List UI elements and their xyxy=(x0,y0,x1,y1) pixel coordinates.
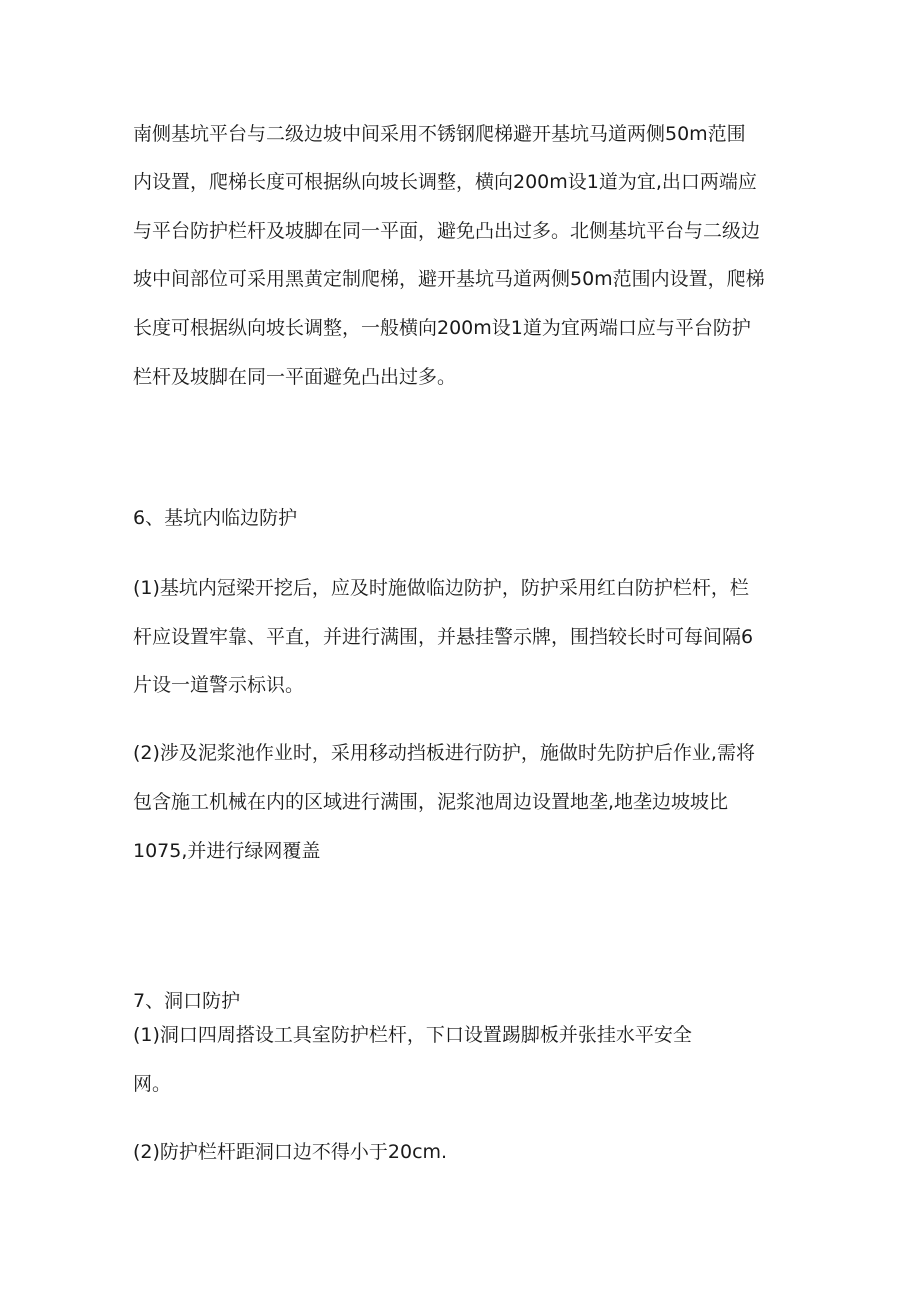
section6-item2-line-2: 包含施工机械在内的区域进行满围，泥浆池周边设置地垄,地垄边坡坡比 xyxy=(133,791,729,813)
section7-item2-line-1: (2)防护栏杆距洞口边不得小于20cm. xyxy=(133,1141,448,1163)
para1-line-4: 坡中间部位可采用黑黄定制爬梯，避开基坑马道两侧50m范围内设置，爬梯 xyxy=(133,268,765,290)
section7-item1-line-1: (1)洞口四周搭设工具室防护栏杆，下口设置踢脚板并张挂水平安全 xyxy=(133,1024,692,1046)
para1-line-5: 长度可根据纵向坡长调整，一般横向200m设1道为宜两端口应与平台防护 xyxy=(133,317,751,339)
section6-item2-line-1: (2)涉及泥浆池作业时，采用移动挡板进行防护，施做时先防护后作业,需将 xyxy=(133,742,755,764)
section6-item1-line-2: 杆应设置牢靠、平直，并进行满围，并悬挂警示牌，围挡较长时可每间隔6 xyxy=(133,626,754,648)
section7-heading: 7、洞口防护 xyxy=(133,990,241,1012)
section7-item1-line-2: 网。 xyxy=(133,1073,172,1095)
section6-item1-line-1: (1)基坑内冠梁开挖后，应及时施做临边防护，防护采用红白防护栏杆，栏 xyxy=(133,577,749,599)
para1-line-6: 栏杆及坡脚在同一平面避免凸出过多。 xyxy=(133,366,457,388)
section6-item2-line-3: 1075,并进行绿网覆盖 xyxy=(133,840,321,862)
para1-line-3: 与平台防护栏杆及坡脚在同一平面，避免凸出过多。北侧基坑平台与二级边 xyxy=(133,220,761,242)
section6-item1-line-3: 片设一道警示标识。 xyxy=(133,674,305,696)
para1-line-1: 南侧基坑平台与二级边坡中间采用不锈钢爬梯避开基坑马道两侧50m范围 xyxy=(133,123,746,145)
section6-heading: 6、基坑内临边防护 xyxy=(133,507,298,529)
para1-line-2: 内设置，爬梯长度可根据纵向坡长调整，横向200m设1道为宜,出口两端应 xyxy=(133,171,757,193)
